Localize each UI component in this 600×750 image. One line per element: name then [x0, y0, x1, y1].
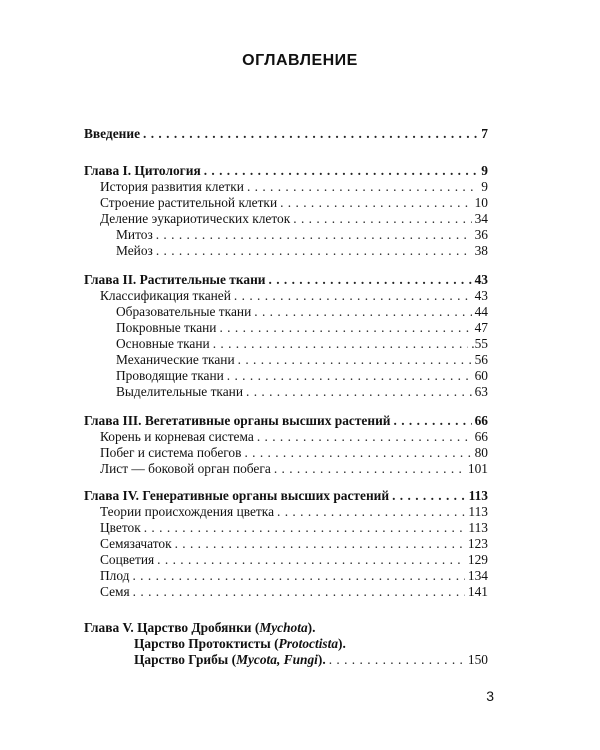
toc-entry-label: Выделительные ткани [116, 384, 244, 399]
toc-leader-dots [234, 288, 472, 304]
toc-entry-page: 113 [468, 504, 488, 519]
toc-entry-page: 80 [474, 445, 488, 460]
toc-entry[interactable] [84, 336, 488, 352]
toc-entry[interactable] [84, 445, 488, 461]
toc-leader-dots [392, 488, 466, 504]
toc-entry-chapter-2[interactable] [84, 272, 488, 288]
toc-entry-chapter-3[interactable] [84, 413, 488, 429]
toc-entry-chapter-5-protoctista[interactable] [84, 636, 488, 652]
toc-leader-dots [293, 211, 471, 227]
toc-entry-label: История развития клетки [100, 179, 244, 194]
toc-entry-label: Глава I. Цитология [84, 163, 201, 178]
toc-entry-label: Мейоз [116, 243, 153, 258]
toc-entry-label: Цветок [100, 520, 141, 535]
toc-entry[interactable] [84, 536, 488, 552]
toc-leader-dots [213, 336, 469, 352]
toc-entry[interactable] [84, 429, 488, 445]
toc-entry-label: Плод [100, 568, 130, 583]
toc-leader-dots [175, 536, 465, 552]
toc-entry[interactable] [84, 211, 488, 227]
toc-entry-chapter-1[interactable] [84, 163, 488, 179]
toc-entry[interactable] [84, 368, 488, 384]
page-number: 3 [486, 688, 494, 704]
toc-leader-dots [133, 584, 465, 600]
toc-entry-page: 60 [474, 368, 488, 383]
toc-entry-page: 38 [474, 243, 488, 258]
toc-leader-dots [394, 413, 472, 429]
toc-entry-label: Царство Грибы (Mycota, Fungi). [134, 652, 326, 667]
toc-leader-dots [156, 243, 472, 259]
toc-entry-page: 10 [474, 195, 488, 210]
toc-entry[interactable] [84, 227, 488, 243]
toc-entry-label: Семя [100, 584, 130, 599]
toc-entry-page: 44 [474, 304, 488, 319]
toc-leader-dots [247, 179, 478, 195]
toc-entry-page: 7 [481, 126, 488, 141]
toc-leader-dots [204, 163, 479, 179]
toc-entry-label: Митоз [116, 227, 153, 242]
toc-entry-page: 9 [481, 179, 488, 194]
toc-entry-label: Глава V. Царство Дробянки (Mychota). [84, 620, 316, 635]
toc-entry-label: Покровные ткани [116, 320, 217, 335]
toc-leader-dots [277, 504, 465, 520]
toc-entry-chapter-5[interactable] [84, 620, 488, 636]
page-title: ОГЛАВЛЕНИЕ [242, 52, 358, 69]
toc-entry-page: 141 [467, 584, 488, 599]
toc-entry-page: 56 [474, 352, 488, 367]
toc-entry[interactable] [84, 552, 488, 568]
toc-entry-label: Глава III. Вегетативные органы высших растений [84, 413, 391, 428]
toc-entry[interactable] [84, 243, 488, 259]
toc-entry-page: 36 [474, 227, 488, 242]
toc-leader-dots [254, 304, 471, 320]
toc-entry-label: Царство Протоктисты (Protoctista). [134, 636, 346, 651]
toc-entry-page: 129 [467, 552, 488, 567]
toc-entry[interactable] [84, 179, 488, 195]
toc-entry-page: 150 [467, 652, 488, 667]
toc-entry-label: Введение [84, 126, 141, 141]
toc-entry[interactable] [84, 384, 488, 400]
toc-leader-dots [280, 195, 472, 211]
toc-entry-label: Механические ткани [116, 352, 235, 367]
toc-entry-label: Основные ткани [116, 336, 210, 351]
toc-entry[interactable] [84, 320, 488, 336]
toc-entry[interactable] [84, 352, 488, 368]
toc-entry-page: 43 [474, 272, 488, 287]
toc-leader-dots [329, 652, 465, 668]
toc-leader-dots [144, 520, 466, 536]
toc-entry-page: 66 [474, 413, 488, 428]
toc-leader-dots [269, 272, 472, 288]
toc-entry-page: 113 [468, 488, 488, 503]
toc-entry-label: Проводящие ткани [116, 368, 224, 383]
toc-entry[interactable] [84, 461, 488, 477]
toc-entry-label: Образовательные ткани [116, 304, 252, 319]
toc-entry-page: 43 [474, 288, 488, 303]
toc-leader-dots [143, 126, 478, 142]
toc-leader-dots [219, 320, 471, 336]
toc-entry-page: 63 [474, 384, 488, 399]
toc-leader-dots [227, 368, 472, 384]
toc-entry[interactable] [84, 520, 488, 536]
toc-entry-page: 9 [481, 163, 488, 178]
toc-entry-label: Лист — боковой орган побега [100, 461, 271, 476]
toc-entry-label: Корень и корневая система [100, 429, 254, 444]
toc-entry[interactable] [84, 195, 488, 211]
toc-entry-label: Строение растительной клетки [100, 195, 278, 210]
toc-entry[interactable] [84, 288, 488, 304]
toc-entry-page: 34 [474, 211, 488, 226]
toc-entry[interactable] [84, 568, 488, 584]
toc-entry-label: Деление эукариотических клеток [100, 211, 291, 226]
toc-entry-label: Соцветия [100, 552, 155, 567]
toc-entry-label: Семязачаток [100, 536, 172, 551]
toc-entry-introduction[interactable] [84, 126, 488, 142]
toc-entry-page: 47 [474, 320, 488, 335]
toc-entry-label: Глава IV. Генеративные органы высших растений [84, 488, 390, 503]
toc-leader-dots [244, 445, 471, 461]
toc-entry[interactable] [84, 304, 488, 320]
toc-entry[interactable] [84, 584, 488, 600]
toc-entry-label: Побег и система побегов [100, 445, 242, 460]
toc-leader-dots [246, 384, 472, 400]
toc-leader-dots [157, 552, 465, 568]
toc-entry-page: 134 [467, 568, 488, 583]
toc-entry-label: Классификация тканей [100, 288, 231, 303]
toc-entry[interactable] [84, 504, 488, 520]
toc-leader-dots [238, 352, 472, 368]
toc-entry-chapter-5-fungi[interactable] [84, 652, 488, 668]
toc-entry-page: 123 [467, 536, 488, 551]
toc-entry-page: 113 [468, 520, 488, 535]
toc-entry-page: 66 [474, 429, 488, 444]
toc-entry-page: 101 [467, 461, 488, 476]
toc-leader-dots [257, 429, 472, 445]
toc-entry-label: Теории происхождения цветка [100, 504, 275, 519]
toc-leader-dots [132, 568, 464, 584]
toc-entry-chapter-4[interactable] [84, 488, 488, 504]
toc-leader-dots [156, 227, 472, 243]
toc-leader-dots [274, 461, 465, 477]
toc-entry-label: Глава II. Растительные ткани [84, 272, 266, 287]
toc-entry-page: .55 [471, 336, 488, 351]
